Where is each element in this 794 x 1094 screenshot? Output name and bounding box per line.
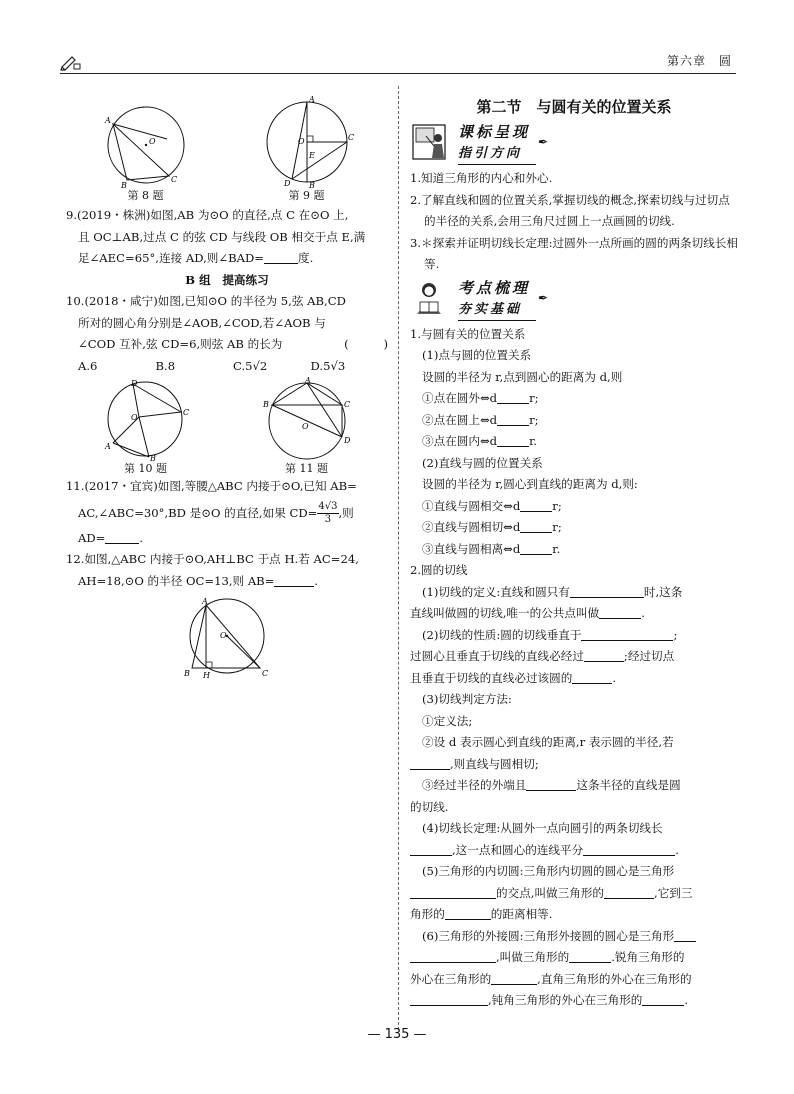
student-reading-icon xyxy=(412,280,446,316)
right-column xyxy=(410,96,738,1012)
k2-3-a: ①定义法; xyxy=(422,713,473,728)
k2-2-line1: (2)切线的性质:圆的切线垂直于 ; xyxy=(422,627,678,642)
header-rule xyxy=(60,73,736,74)
page-number: — 135 — xyxy=(367,1027,427,1042)
label-O: O xyxy=(220,631,227,640)
k1-2-title: (2)直线与圆的位置关系 xyxy=(422,455,543,470)
k2-6-blank-1a[interactable] xyxy=(674,928,696,942)
k2-6-line3: 外心在三角形的 ,直角三角形的外心在三角形的 xyxy=(410,971,692,986)
k2-6-line4: ,钝角三角形的外心在三角形的 . xyxy=(410,990,738,1012)
k2-6-blank-2[interactable] xyxy=(569,949,611,963)
banner-review xyxy=(410,278,738,322)
label-C: C xyxy=(347,133,354,142)
pen-icon xyxy=(60,54,80,70)
figure-10-caption: 第 10 题 xyxy=(124,462,167,475)
banner-curriculum-subtitle: 指引方向 xyxy=(458,144,536,165)
teacher-board-icon xyxy=(412,124,446,160)
k1-1-title: (1)点与圆的位置关系 xyxy=(422,348,532,362)
k1-2-item-1: ①直线与圆相交⇔d r; xyxy=(422,498,562,513)
k2-5-blank-3[interactable] xyxy=(445,906,491,920)
figure-10 xyxy=(103,379,189,476)
k1-2-item-3: ③直线与圆相离⇔d r. xyxy=(422,541,561,556)
label-C: C xyxy=(262,669,269,678)
figure-9-caption: 第 9 题 xyxy=(288,189,325,202)
k1-1-desc: 设圆的半径为 r,点到圆心的距离为 d,则 xyxy=(422,369,623,384)
q10-option-d[interactable]: D.5√3 xyxy=(310,358,346,373)
k2-2-line3: 且垂直于切线的直线必过该圆的 . xyxy=(410,670,617,685)
label-O: O xyxy=(148,137,156,146)
q11-blank[interactable] xyxy=(105,530,139,544)
pen-nib-icon: ✒ xyxy=(538,290,549,305)
k2-4-blank-1[interactable] xyxy=(410,842,452,856)
label-O: O xyxy=(301,422,309,431)
q9-line1: 9.(2019・株洲)如图,AB 为⊙O 的直径,点 C 在⊙O 上, xyxy=(66,208,349,222)
goal-1: 1.知道三角形的内心和外心. xyxy=(410,171,553,185)
k1-1-item-2: ②点在圆上⇔d r; xyxy=(422,412,539,427)
label-A: A xyxy=(104,116,111,125)
label-O: O xyxy=(130,413,138,422)
k2-1-blank-2[interactable] xyxy=(599,605,641,619)
q12-line2: AH=18,⊙O 的半径 OC=13,则 AB= . xyxy=(78,573,319,588)
k1-1-blank-1[interactable] xyxy=(497,390,529,404)
k2-2-line2: 过圆心且垂直于切线的直线必经过 ;经过切点 xyxy=(410,649,675,663)
k2-1-line1: (1)切线的定义:直线和圆只有 时,这条 xyxy=(422,584,683,599)
figure-8-diagram xyxy=(103,102,189,188)
q11-line3: AD= . xyxy=(78,530,144,545)
label-E: E xyxy=(308,151,315,160)
label-B: B xyxy=(120,181,127,190)
k2-3-c-line1: ③经过半径的外端且 这条半径的直线是圆 xyxy=(422,778,681,792)
figure-10-diagram xyxy=(103,379,189,461)
k2-4-blank-2[interactable] xyxy=(583,842,675,856)
figure-12-diagram xyxy=(180,596,274,680)
goal-2: 2.了解直线和圆的位置关系,掌握切线的概念,探索切线与过切点的半径的关系,会用三角尺过圆上一点画圆的切线. xyxy=(410,192,730,228)
q12-blank[interactable] xyxy=(274,573,314,587)
k2-5-line1: (5)三角形的内切圆:三角形内切圆的圆心是三角形 xyxy=(422,864,675,878)
k2-4-line2: ,这一点和圆心的连线平分 . xyxy=(410,840,738,862)
k2-6-line2: ,叫做三角形的 .锐角三角形的 xyxy=(410,947,738,969)
label-A: A xyxy=(304,376,311,385)
column-divider xyxy=(398,86,399,1030)
figure-8 xyxy=(103,102,189,203)
k1-1-blank-2[interactable] xyxy=(497,412,529,426)
figure-11 xyxy=(262,376,352,476)
k2-6-blank-1b[interactable] xyxy=(410,949,496,963)
banner-curriculum xyxy=(410,122,738,166)
k1-1-item-3: ③点在圆内⇔d r. xyxy=(422,434,538,448)
figure-8-caption: 第 8 题 xyxy=(127,189,164,202)
label-C: C xyxy=(343,400,350,409)
page-header xyxy=(60,48,736,74)
k1-2-item-2: ②直线与圆相切⇔d r; xyxy=(422,520,562,534)
section-title: 第二节 与圆有关的位置关系 xyxy=(476,98,672,116)
q10-line2: 所对的圆心角分别是∠AOB,∠COD,若∠AOB 与 xyxy=(78,315,326,330)
k2-3-b-line2: ,则直线与圆相切; xyxy=(410,754,738,776)
k1-2-blank-2[interactable] xyxy=(520,519,552,533)
k2-3-c-line2: 的切线. xyxy=(410,799,449,814)
k2-3-b-line1: ②设 d 表示圆心到直线的距离,r 表示圆的半径,若 xyxy=(422,735,674,749)
figure-12 xyxy=(66,596,388,680)
q12-line1: 12.如图,△ABC 内接于⊙O,AH⊥BC 于点 H.若 AC=24, xyxy=(66,552,359,566)
k2-5-line2: 的交点,叫做三角形的 ,它到三 xyxy=(410,883,738,905)
k2-1-line2: 直线叫做圆的切线,唯一的公共点叫做 . xyxy=(410,606,645,620)
k2-5-blank-2[interactable] xyxy=(604,885,654,899)
k1-title: 1.与圆有关的位置关系 xyxy=(410,326,526,341)
banner-review-title: 考点梳理 xyxy=(458,278,531,297)
q10-line3: ∠COD 互补,弦 CD=6,则弦 AB 的长为 ( ) xyxy=(66,334,388,356)
label-D: D xyxy=(283,179,290,188)
figure-9 xyxy=(262,96,352,203)
banner-curriculum-title: 课标呈现 xyxy=(458,123,531,141)
label-A: A xyxy=(202,597,208,606)
chapter-title: 第六章 圆 xyxy=(666,54,732,68)
k1-1-item-1: ①点在圆外⇔d r; xyxy=(422,391,539,405)
group-b-heading: B 组 提高练习 xyxy=(185,272,269,287)
k2-3-blank-1[interactable] xyxy=(410,756,450,770)
banner-review-subtitle: 夯实基础 xyxy=(458,300,536,321)
k2-3-blank-2[interactable] xyxy=(526,777,576,791)
q9-blank[interactable] xyxy=(264,250,298,264)
q9-line2: 且 OC⊥AB,过点 C 的弦 CD 与线段 OB 相交于点 E,满 xyxy=(78,229,366,244)
label-C: C xyxy=(182,408,189,417)
goal-3: 3.＊探索并证明切线长定理:过圆外一点所画的圆的两条切线长相等. xyxy=(410,235,739,271)
k1-1-blank-3[interactable] xyxy=(497,433,529,447)
k1-2-desc: 设圆的半径为 r,圆心到直线的距离为 d,则: xyxy=(422,477,638,491)
label-B: B xyxy=(184,669,190,678)
k2-5-line3: 角形的 的距离相等. xyxy=(410,907,553,921)
q10-line1: 10.(2018・咸宁)如图,已知⊙O 的半径为 5,弦 AB,CD xyxy=(66,294,346,308)
q10-options xyxy=(66,356,388,378)
label-A: A xyxy=(104,442,111,451)
k2-2-blank-3[interactable] xyxy=(572,670,612,684)
q10-option-b[interactable]: B.8 xyxy=(155,358,176,373)
figures-8-9 xyxy=(66,96,388,203)
label-H: H xyxy=(203,671,210,680)
label-B: B xyxy=(262,400,269,409)
figure-11-caption: 第 11 题 xyxy=(285,462,328,475)
label-O: O xyxy=(297,137,305,146)
k2-5-blank-1[interactable] xyxy=(410,885,496,899)
label-A: A xyxy=(308,95,315,104)
label-B: B xyxy=(149,454,156,463)
k2-6-blank-3[interactable] xyxy=(491,971,537,985)
k2-6-blank-5[interactable] xyxy=(642,992,684,1006)
q10-option-c[interactable]: C.5√2 xyxy=(233,358,268,373)
q9-line3: 足∠AEC=65°,连接 AD,则∠BAD= 度. xyxy=(78,251,314,265)
k2-4-line1: (4)切线长定理:从圆外一点向圆引的两条切线长 xyxy=(422,821,663,835)
q10-option-a[interactable]: A.6 xyxy=(78,358,98,373)
left-column xyxy=(66,96,388,680)
figures-10-11 xyxy=(66,376,388,476)
label-C: C xyxy=(170,175,177,184)
k2-2-blank-1[interactable] xyxy=(581,627,673,641)
label-D: D xyxy=(343,436,350,445)
k2-title: 2.圆的切线 xyxy=(410,563,468,577)
k2-6-blank-4[interactable] xyxy=(410,992,488,1006)
q11-fraction: $\frac{4√3}{3}$ xyxy=(318,501,338,525)
k2-2-blank-2[interactable] xyxy=(584,648,624,662)
q11-line1: 11.(2017・宜宾)如图,等腰△ABC 内接于⊙O,已知 AB= xyxy=(66,479,357,493)
q11-line2: AC,∠ABC=30°,BD 是⊙O 的直径,如果 CD= $\frac{4√3}{3}$ ,则 xyxy=(78,501,354,525)
label-B: B xyxy=(308,181,315,190)
k2-1-blank-1[interactable] xyxy=(570,584,644,598)
pen-nib-icon: ✒ xyxy=(538,135,549,149)
k2-3-title: (3)切线判定方法: xyxy=(422,692,512,706)
figure-11-diagram xyxy=(262,376,352,461)
k2-6-line1: (6)三角形的外接圆:三角形外接圆的圆心是三角形 xyxy=(410,926,738,948)
label-D: D xyxy=(130,379,137,388)
q10-answer-bracket[interactable]: ( ) xyxy=(344,337,388,351)
k1-2-blank-3[interactable] xyxy=(520,541,552,555)
k1-2-blank-1[interactable] xyxy=(520,498,552,512)
figure-9-diagram xyxy=(262,96,352,188)
